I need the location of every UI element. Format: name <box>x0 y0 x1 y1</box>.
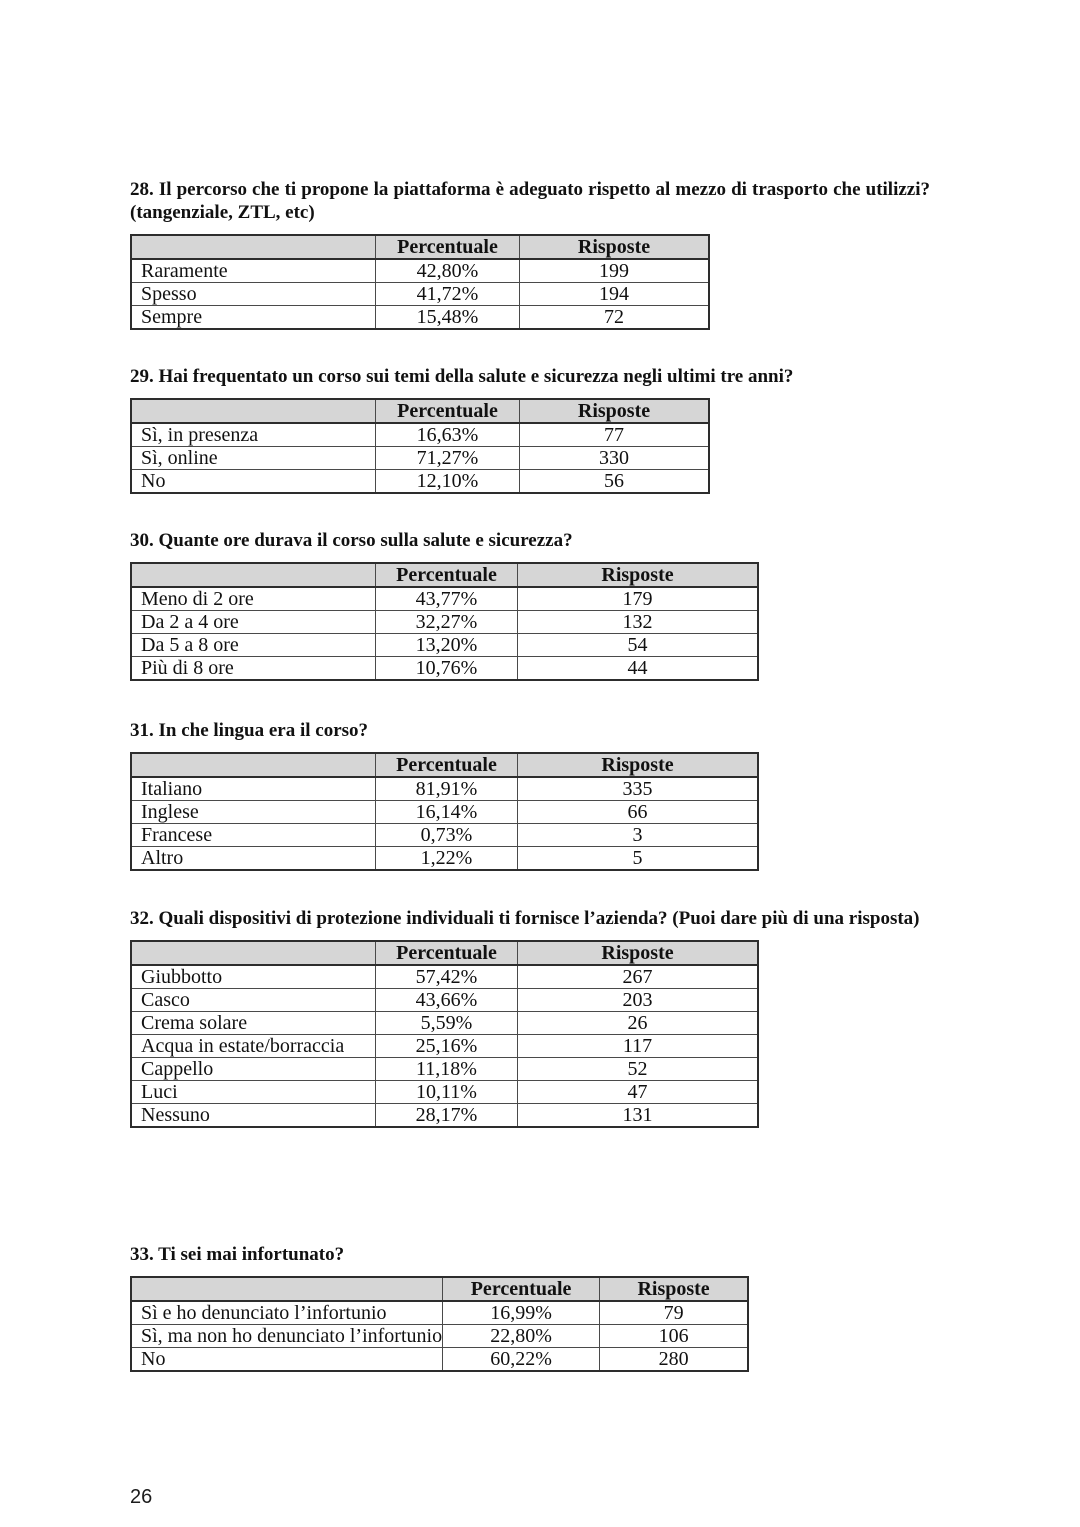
header-percent-cell: Percentuale <box>376 753 518 777</box>
row-percent-cell: 81,91% <box>376 777 518 801</box>
results-table <box>130 940 759 1128</box>
row-percent-cell: 5,59% <box>376 1012 518 1035</box>
row-label-cell: Sì, online <box>131 447 376 470</box>
row-responses-cell: 26 <box>518 1012 759 1035</box>
row-label-cell: Luci <box>131 1081 376 1104</box>
row-responses-cell: 106 <box>600 1325 749 1348</box>
table-row <box>131 259 709 283</box>
row-responses-cell: 267 <box>518 965 759 989</box>
table-row <box>131 1012 758 1035</box>
row-label-cell: Raramente <box>131 259 376 283</box>
row-percent-cell: 16,14% <box>376 801 518 824</box>
row-responses-cell: 77 <box>520 423 710 447</box>
row-responses-cell: 66 <box>518 801 759 824</box>
header-responses-cell: Risposte <box>518 563 759 587</box>
results-table <box>130 234 710 330</box>
row-responses-cell: 203 <box>518 989 759 1012</box>
row-percent-cell: 10,76% <box>376 657 518 681</box>
row-label-cell: Da 5 a 8 ore <box>131 634 376 657</box>
row-percent-cell: 32,27% <box>376 611 518 634</box>
row-responses-cell: 194 <box>520 283 710 306</box>
row-responses-cell: 44 <box>518 657 759 681</box>
table-row <box>131 965 758 989</box>
table-row <box>131 657 758 681</box>
question-title: 29. Hai frequentato un corso sui temi della salute e sicurezza negli ultimi tre anni? <box>130 366 794 387</box>
table-row <box>131 283 709 306</box>
row-responses-cell: 47 <box>518 1081 759 1104</box>
question-block <box>130 719 1080 871</box>
table-row <box>131 1081 758 1104</box>
table-row <box>131 447 709 470</box>
header-responses-cell: Risposte <box>600 1277 749 1301</box>
table-row <box>131 1058 758 1081</box>
results-table <box>130 562 759 681</box>
table-row <box>131 847 758 871</box>
results-table <box>130 752 759 871</box>
table-row <box>131 1301 748 1325</box>
row-label-cell: Italiano <box>131 777 376 801</box>
header-percent-cell: Percentuale <box>376 563 518 587</box>
table-body <box>131 1301 748 1371</box>
row-label-cell: Sempre <box>131 306 376 330</box>
row-responses-cell: 179 <box>518 587 759 611</box>
table-row <box>131 1035 758 1058</box>
table-row <box>131 1325 748 1348</box>
header-empty-cell <box>131 1277 443 1301</box>
results-table <box>130 398 710 494</box>
row-responses-cell: 132 <box>518 611 759 634</box>
row-label-cell: Casco <box>131 989 376 1012</box>
row-percent-cell: 43,77% <box>376 587 518 611</box>
row-percent-cell: 57,42% <box>376 965 518 989</box>
row-responses-cell: 280 <box>600 1348 749 1372</box>
row-percent-cell: 16,63% <box>376 423 520 447</box>
row-label-cell: Meno di 2 ore <box>131 587 376 611</box>
row-percent-cell: 12,10% <box>376 470 520 494</box>
row-percent-cell: 0,73% <box>376 824 518 847</box>
row-label-cell: Altro <box>131 847 376 871</box>
question-title: 28. Il percorso che ti propone la piattaforma è adeguato rispetto al mezzo di trasporto che utilizzi? (tangenziale, ZTL, etc) <box>130 179 930 223</box>
question-block <box>130 1243 1080 1372</box>
row-responses-cell: 131 <box>518 1104 759 1128</box>
table-header-row <box>131 753 758 777</box>
header-responses-cell: Risposte <box>518 753 759 777</box>
row-label-cell: Francese <box>131 824 376 847</box>
header-empty-cell <box>131 563 376 587</box>
row-label-cell: Sì e ho denunciato l’infortunio <box>131 1301 443 1325</box>
table-row <box>131 1104 758 1128</box>
row-responses-cell: 72 <box>520 306 710 330</box>
row-percent-cell: 15,48% <box>376 306 520 330</box>
table-body <box>131 777 758 870</box>
row-percent-cell: 28,17% <box>376 1104 518 1128</box>
table-body <box>131 965 758 1127</box>
row-percent-cell: 42,80% <box>376 259 520 283</box>
row-percent-cell: 1,22% <box>376 847 518 871</box>
questions-container <box>130 178 1080 1372</box>
row-responses-cell: 5 <box>518 847 759 871</box>
table-header-row <box>131 399 709 423</box>
row-label-cell: Cappello <box>131 1058 376 1081</box>
header-responses-cell: Risposte <box>520 235 710 259</box>
table-body <box>131 423 709 493</box>
question-block <box>130 907 1080 1128</box>
row-percent-cell: 11,18% <box>376 1058 518 1081</box>
row-label-cell: Crema solare <box>131 1012 376 1035</box>
row-percent-cell: 71,27% <box>376 447 520 470</box>
row-label-cell: Spesso <box>131 283 376 306</box>
table-header-row <box>131 941 758 965</box>
header-responses-cell: Risposte <box>518 941 759 965</box>
row-label-cell: Più di 8 ore <box>131 657 376 681</box>
row-percent-cell: 25,16% <box>376 1035 518 1058</box>
row-percent-cell: 60,22% <box>443 1348 600 1372</box>
table-header-row <box>131 563 758 587</box>
header-empty-cell <box>131 235 376 259</box>
table-row <box>131 801 758 824</box>
question-block <box>130 529 1080 681</box>
row-percent-cell: 22,80% <box>443 1325 600 1348</box>
row-label-cell: Acqua in estate/borraccia <box>131 1035 376 1058</box>
table-row <box>131 587 758 611</box>
table-row <box>131 470 709 494</box>
row-label-cell: Sì, in presenza <box>131 423 376 447</box>
question-title: 32. Quali dispositivi di protezione individuali ti fornisce l’azienda? (Puoi dare più di una risposta) <box>130 908 920 929</box>
table-row <box>131 777 758 801</box>
row-label-cell: Nessuno <box>131 1104 376 1128</box>
row-label-cell: Sì, ma non ho denunciato l’infortunio <box>131 1325 443 1348</box>
question-title: 31. In che lingua era il corso? <box>130 720 369 741</box>
header-empty-cell <box>131 399 376 423</box>
question-title: 33. Ti sei mai infortunato? <box>130 1244 345 1265</box>
row-percent-cell: 16,99% <box>443 1301 600 1325</box>
row-responses-cell: 117 <box>518 1035 759 1058</box>
question-block <box>130 178 1080 330</box>
table-body <box>131 587 758 680</box>
row-responses-cell: 54 <box>518 634 759 657</box>
row-label-cell: Da 2 a 4 ore <box>131 611 376 634</box>
table-row <box>131 423 709 447</box>
question-block <box>130 365 1080 494</box>
header-empty-cell <box>131 941 376 965</box>
row-responses-cell: 79 <box>600 1301 749 1325</box>
row-percent-cell: 43,66% <box>376 989 518 1012</box>
table-row <box>131 611 758 634</box>
header-empty-cell <box>131 753 376 777</box>
table-body <box>131 259 709 329</box>
table-header-row <box>131 1277 748 1301</box>
row-responses-cell: 52 <box>518 1058 759 1081</box>
question-title: 30. Quante ore durava il corso sulla salute e sicurezza? <box>130 530 573 551</box>
row-percent-cell: 13,20% <box>376 634 518 657</box>
table-row <box>131 1348 748 1372</box>
header-percent-cell: Percentuale <box>376 235 520 259</box>
table-row <box>131 306 709 330</box>
row-responses-cell: 330 <box>520 447 710 470</box>
row-label-cell: No <box>131 470 376 494</box>
header-responses-cell: Risposte <box>520 399 710 423</box>
table-row <box>131 824 758 847</box>
row-percent-cell: 41,72% <box>376 283 520 306</box>
row-percent-cell: 10,11% <box>376 1081 518 1104</box>
row-responses-cell: 199 <box>520 259 710 283</box>
row-responses-cell: 335 <box>518 777 759 801</box>
row-label-cell: No <box>131 1348 443 1372</box>
header-percent-cell: Percentuale <box>443 1277 600 1301</box>
row-label-cell: Giubbotto <box>131 965 376 989</box>
table-row <box>131 634 758 657</box>
results-table <box>130 1276 749 1372</box>
header-percent-cell: Percentuale <box>376 399 520 423</box>
table-row <box>131 989 758 1012</box>
row-label-cell: Inglese <box>131 801 376 824</box>
row-responses-cell: 56 <box>520 470 710 494</box>
table-header-row <box>131 235 709 259</box>
row-responses-cell: 3 <box>518 824 759 847</box>
header-percent-cell: Percentuale <box>376 941 518 965</box>
page-number: 26 <box>130 1486 153 1508</box>
